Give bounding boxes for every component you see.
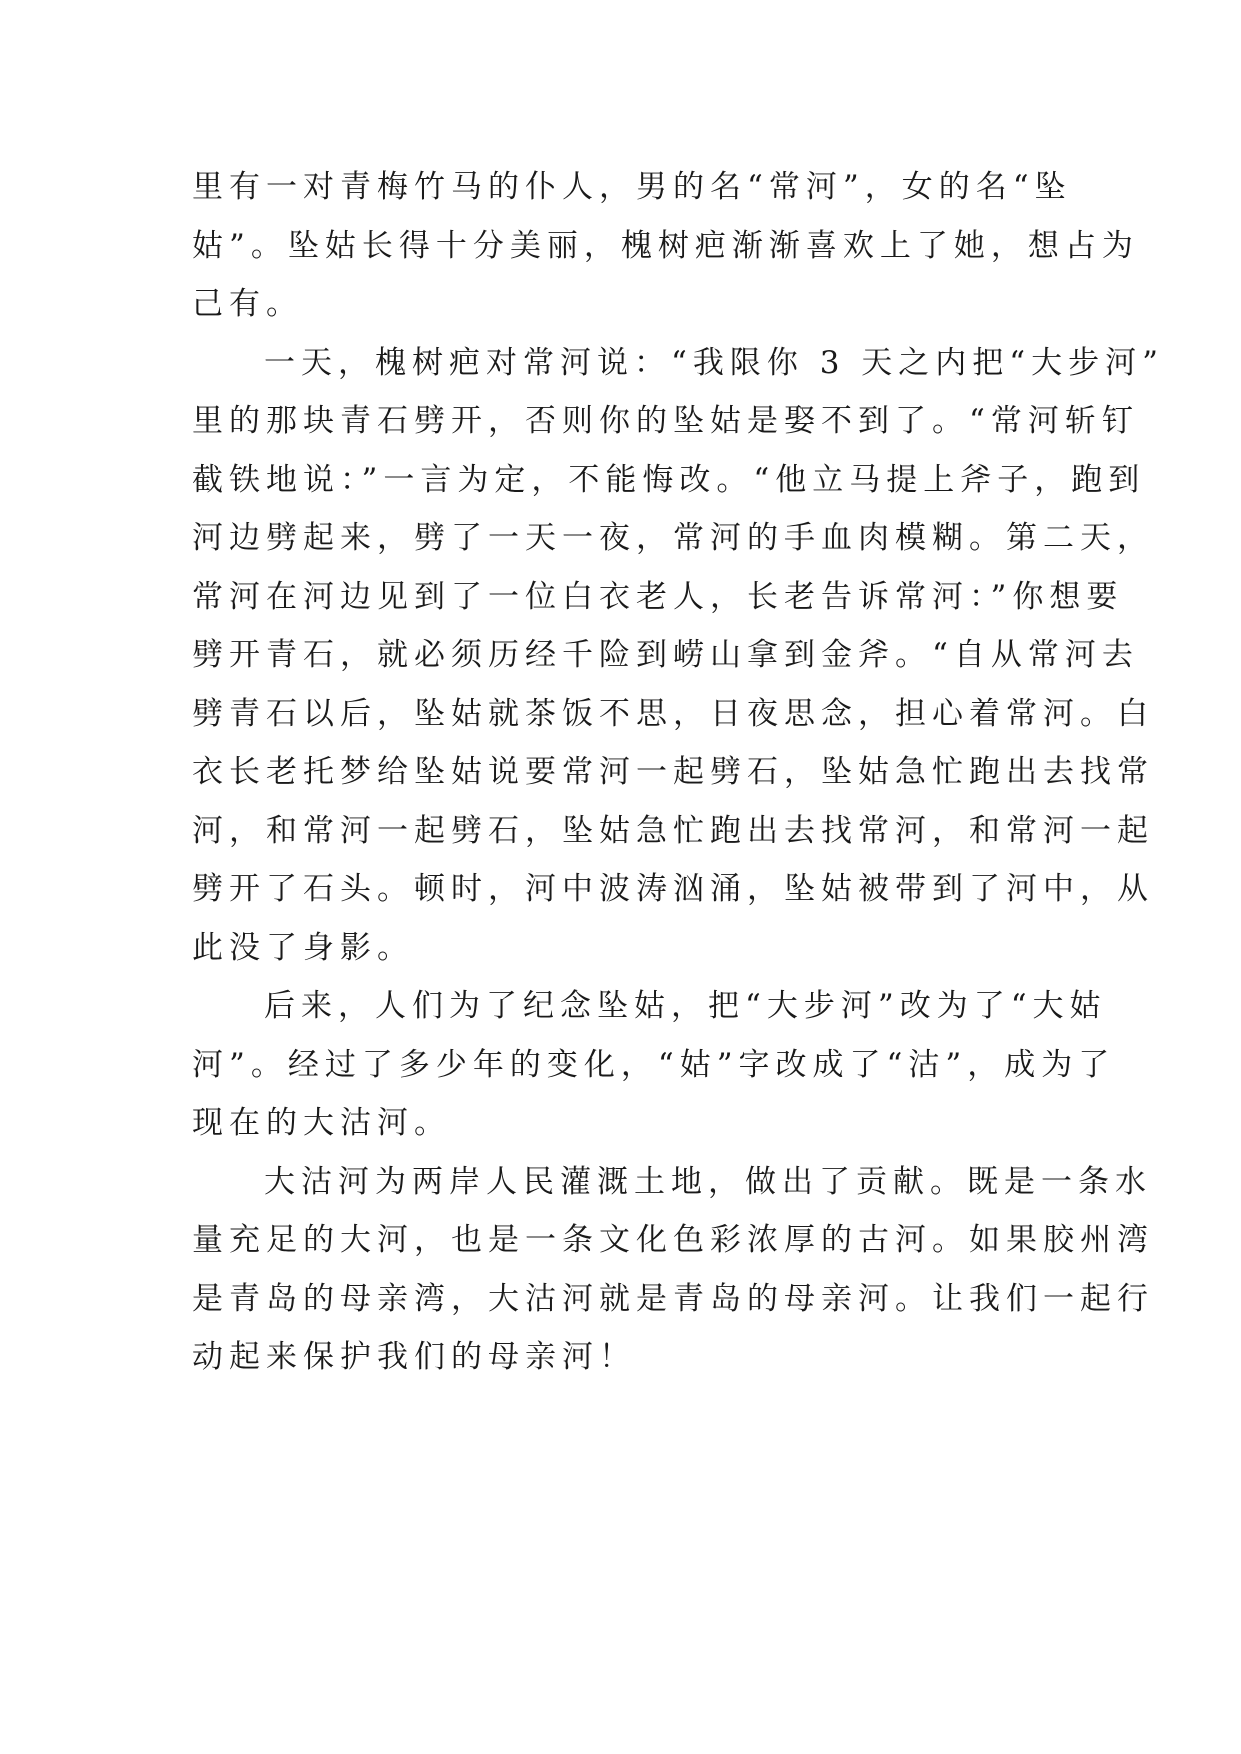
text-line: 姑”。坠姑长得十分美丽，槐树疤渐渐喜欢上了她，想占为 — [192, 227, 1139, 264]
paragraph — [192, 334, 1164, 978]
text-line: 劈青石以后，坠姑就茶饭不思，日夜思念，担心着常河。白 — [192, 695, 1154, 732]
text-line: 里有一对青梅竹马的仆人，男的名“常河”，女的名“坠 — [192, 169, 1072, 205]
paragraph — [192, 158, 1139, 334]
text-line: 量充足的大河，也是一条文化色彩浓厚的古河。如果胶州湾 — [192, 1222, 1154, 1258]
text-line: 衣长老托梦给坠姑说要常河一起劈石，坠姑急忙跑出去找常 — [192, 754, 1154, 790]
text-line: 一天，槐树疤对常河说：“我限你 3 天之内把“大步河” — [264, 344, 1164, 381]
document-body — [192, 158, 1164, 1387]
text-line: 己有。 — [192, 286, 303, 322]
text-line: 里的那块青石劈开，否则你的坠姑是娶不到了。“常河斩钉 — [192, 403, 1139, 439]
text-line: 河边劈起来，劈了一天一夜，常河的手血肉模糊。第二天， — [192, 520, 1154, 556]
text-line: 河”。经过了多少年的变化，“姑”字改成了“沽”，成为了 — [192, 1046, 1116, 1083]
text-line: 劈开青石，就必须历经千险到崂山拿到金斧。“自从常河去 — [192, 637, 1139, 673]
text-line: 常河在河边见到了一位白衣老人，长老告诉常河：”你想要 — [192, 578, 1124, 615]
text-line: 大沽河为两岸人民灌溉土地，做出了贡献。既是一条水 — [264, 1163, 1152, 1200]
paragraph — [192, 1153, 1154, 1387]
text-line: 河，和常河一起劈石，坠姑急忙跑出去找常河，和常河一起 — [192, 812, 1154, 849]
text-line: 此没了身影。 — [192, 929, 414, 966]
paragraph — [192, 977, 1116, 1153]
text-line: 动起来保护我们的母亲河！ — [192, 1339, 636, 1375]
text-line: 截铁地说：”一言为定，不能悔改。“他立马提上斧子，跑到 — [192, 461, 1146, 498]
text-line: 是青岛的母亲湾，大沽河就是青岛的母亲河。让我们一起行 — [192, 1280, 1154, 1317]
text-line: 现在的大沽河。 — [192, 1105, 451, 1141]
text-line: 后来，人们为了纪念坠姑，把“大步河”改为了“大姑 — [264, 988, 1107, 1024]
text-line: 劈开了石头。顿时，河中波涛汹涌，坠姑被带到了河中，从 — [192, 871, 1154, 907]
